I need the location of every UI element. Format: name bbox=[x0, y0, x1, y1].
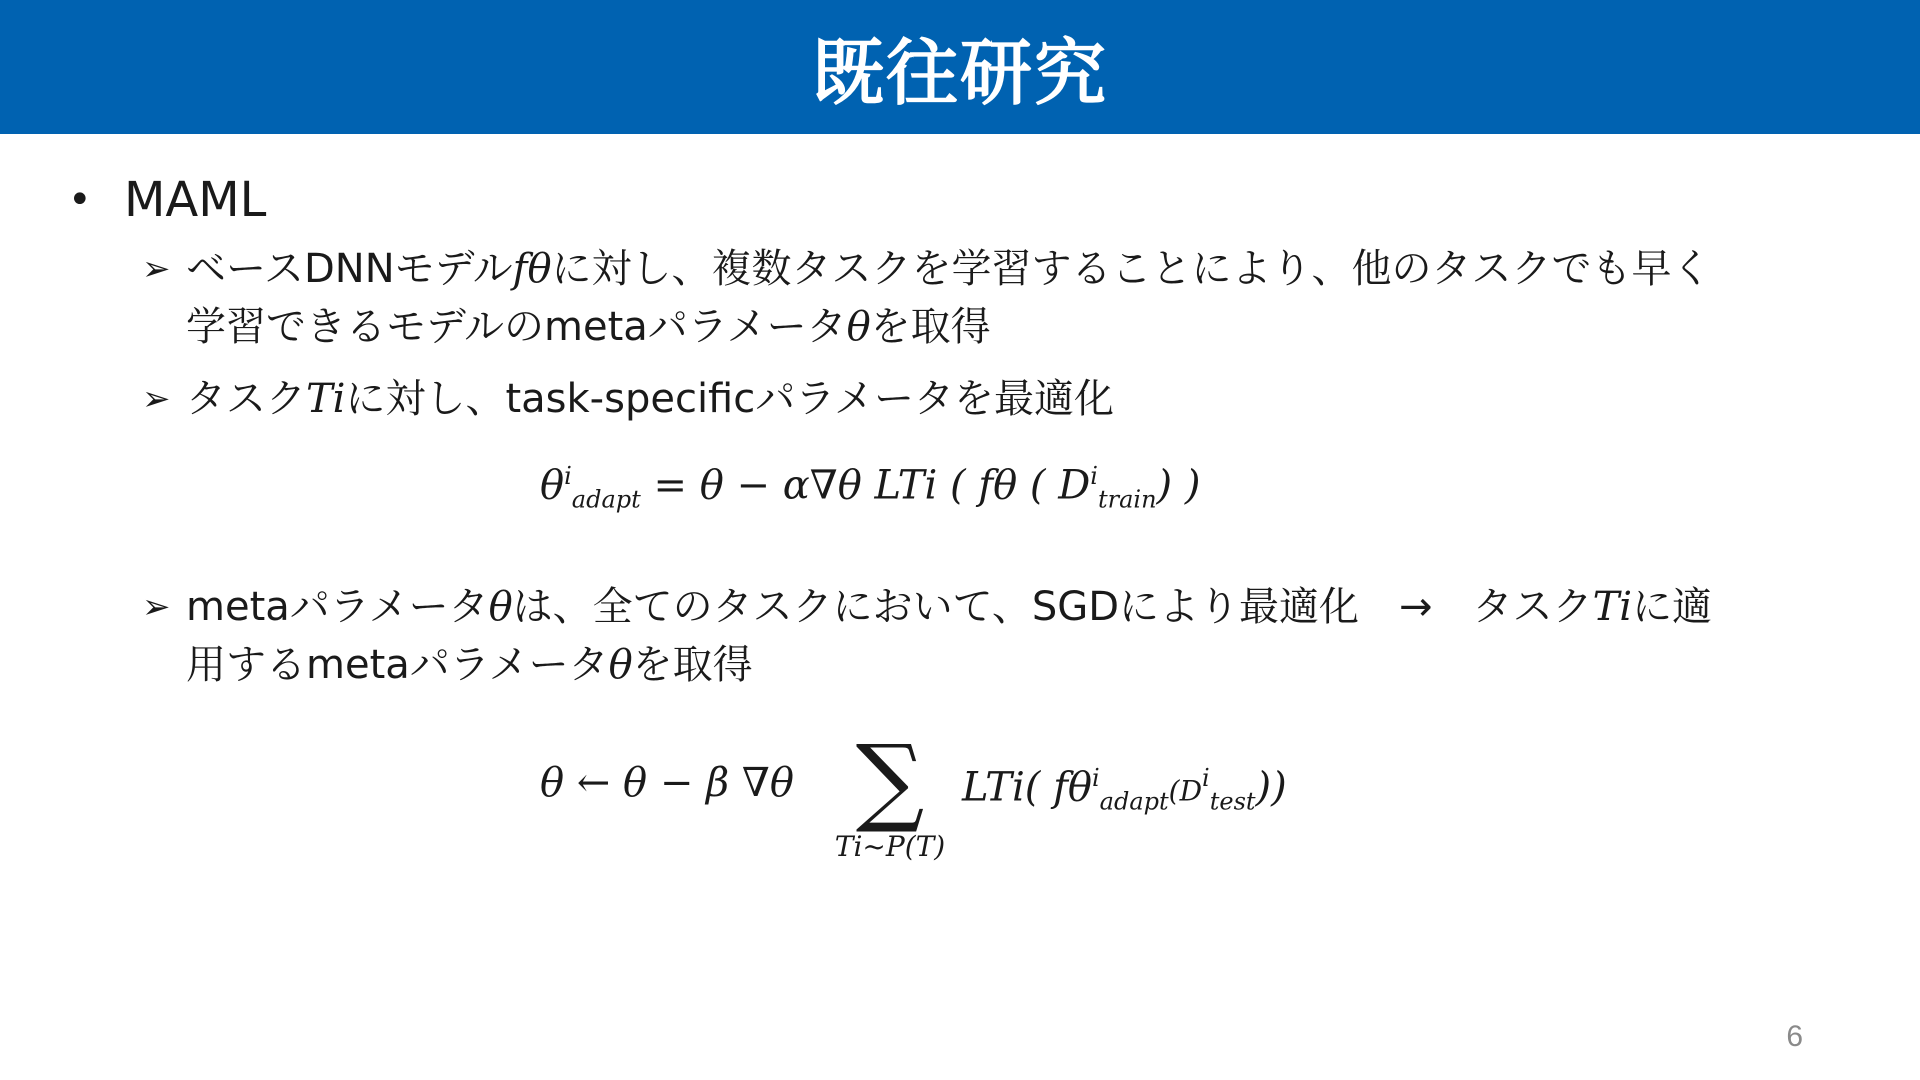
item-text: 学習できるモデルのmetaパラメータ bbox=[186, 304, 847, 350]
list-item bbox=[142, 578, 1792, 694]
eq-sub: adapt bbox=[571, 485, 641, 514]
eq-rhs: = θ − α∇θ LTi ( fθ ( D bbox=[653, 462, 1091, 509]
item-text: に対し、task-specificパラメータを最適化 bbox=[345, 376, 1115, 422]
item-text: に対し、複数タスクを学習することにより、他のタスクでも早く bbox=[551, 246, 1712, 292]
eq-rest: LTi( fθ bbox=[962, 764, 1092, 811]
item-text: を取得 bbox=[870, 304, 991, 350]
list-item bbox=[142, 370, 1792, 428]
eq-sup: i bbox=[1202, 764, 1210, 792]
eq-sub: test bbox=[1209, 787, 1256, 816]
math-t-i: Ti bbox=[1592, 584, 1633, 630]
math-theta: θ bbox=[846, 304, 871, 350]
eq-theta: θ bbox=[540, 462, 565, 509]
eq-sub: adapt bbox=[1099, 787, 1169, 816]
slide-title: 既往研究 bbox=[811, 31, 1108, 115]
arrow-bullet-icon: ➢ bbox=[142, 587, 171, 627]
math-theta: θ bbox=[488, 584, 513, 630]
eq-main: θ ← θ − β ∇θ bbox=[540, 760, 794, 806]
eq-sup: i bbox=[1091, 764, 1100, 792]
item-text: タスク bbox=[186, 376, 306, 422]
sum-block bbox=[820, 724, 960, 863]
item-text: ベースDNNモデル bbox=[186, 246, 513, 292]
main-bullet bbox=[68, 172, 266, 228]
math-f-theta: fθ bbox=[512, 246, 552, 292]
bullet-label: MAML bbox=[124, 172, 267, 228]
arrow-bullet-icon: ➢ bbox=[142, 379, 171, 419]
equation-meta-update-rest bbox=[962, 764, 1287, 815]
item-text: は、全てのタスクにおいて、SGDにより最適化 → タスク bbox=[512, 584, 1593, 630]
eq-sub: train bbox=[1097, 485, 1157, 514]
equation-adapt bbox=[540, 462, 1200, 513]
eq-close: )) bbox=[1255, 764, 1287, 811]
item-text: を取得 bbox=[632, 642, 753, 688]
eq-close: ) ) bbox=[1156, 462, 1201, 509]
arrow-bullet-icon: ➢ bbox=[142, 249, 171, 289]
item-text: に適 bbox=[1632, 584, 1713, 630]
equation-meta-update bbox=[540, 760, 794, 806]
item-text: metaパラメータ bbox=[186, 584, 489, 630]
item-text: 用するmetaパラメータ bbox=[186, 642, 609, 688]
eq-sup: i bbox=[1090, 462, 1098, 490]
bullet-icon: • bbox=[68, 177, 92, 223]
math-t-i: Ti bbox=[306, 376, 346, 422]
eq-d: (D bbox=[1168, 774, 1203, 808]
eq-sup: i bbox=[564, 462, 572, 490]
list-item bbox=[142, 240, 1792, 356]
page-number: 6 bbox=[1786, 1020, 1803, 1053]
sum-subscript: Ti~P(T) bbox=[834, 830, 946, 863]
title-bar bbox=[0, 0, 1920, 134]
math-theta: θ bbox=[608, 642, 633, 688]
sum-symbol-icon: ∑ bbox=[855, 724, 925, 836]
